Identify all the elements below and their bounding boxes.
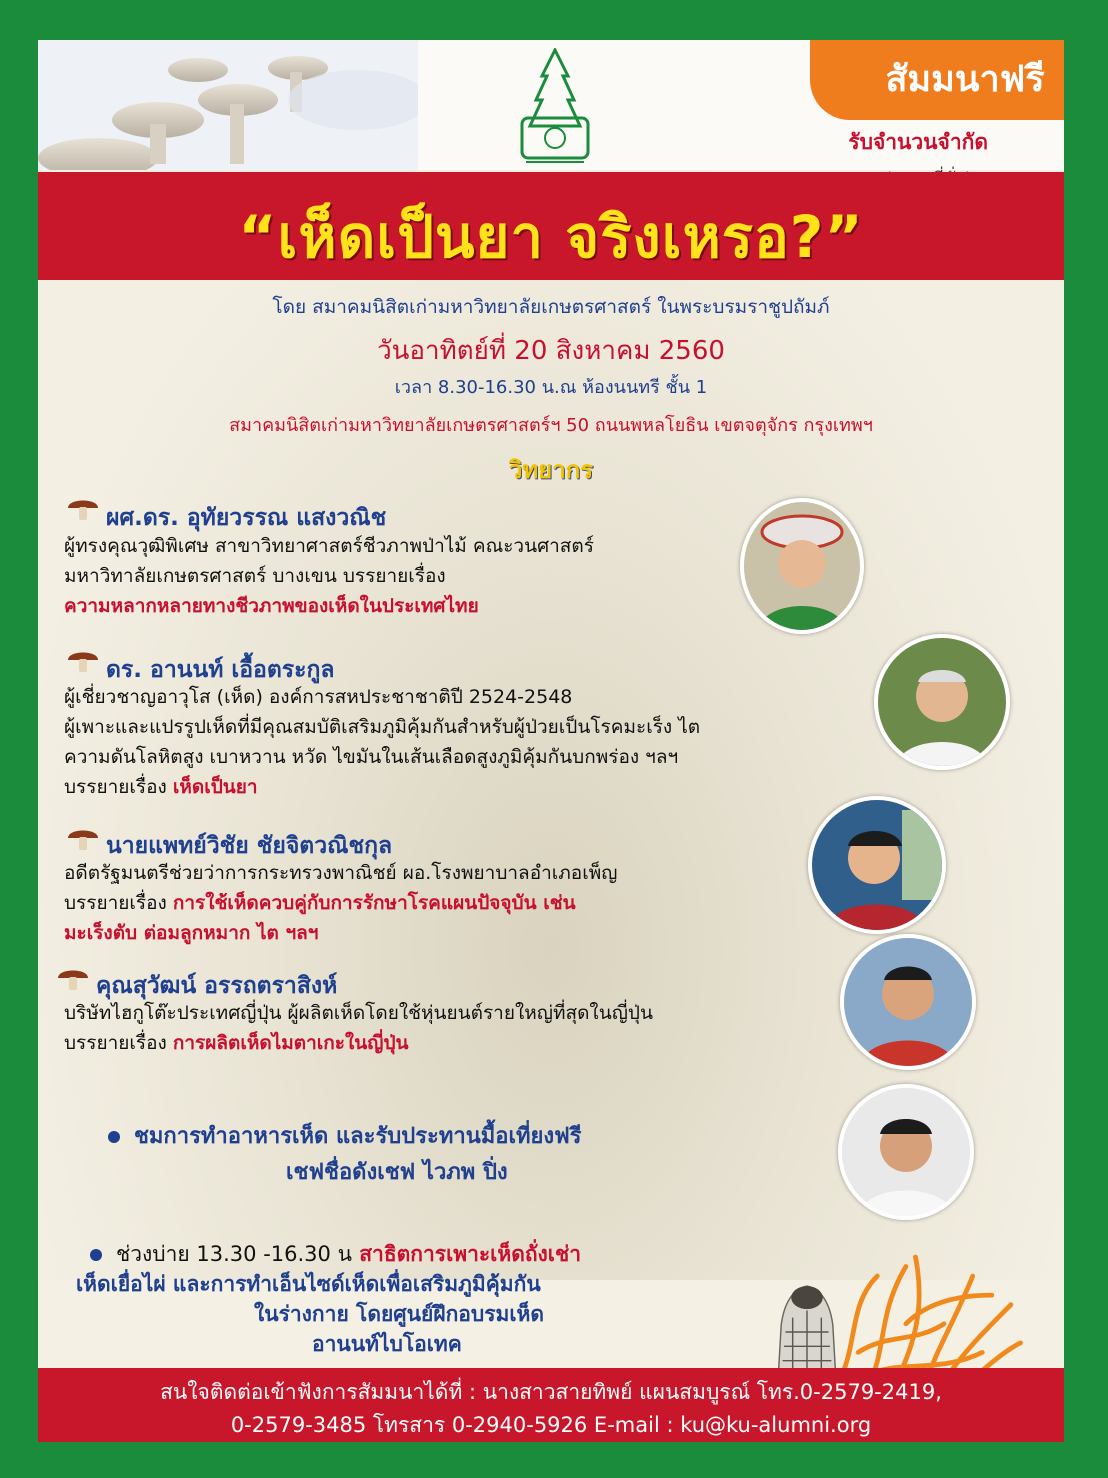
organizer-line: โดย สมาคมนิสิตเก่ามหาวิทยาลัยเกษตรศาสตร์ ในพระบรมราชูปถัมภ์	[272, 296, 830, 318]
speaker-1-name: ผศ.ดร. อุทัยวรรณ แสงวณิช	[106, 505, 387, 531]
event-address: สมาคมนิสิตเก่ามหาวิทยาลัยเกษตรศาสตร์ฯ 50 ถนนพหลโยธิน เขตจตุจักร กรุงเทพฯ	[229, 415, 873, 436]
speaker-4-lead: บรรยายเรื่อง	[64, 1032, 167, 1054]
event-time-place: เวลา 8.30-16.30 น.ณ ห้องนนทรี ชั้น 1	[394, 377, 708, 398]
speaker-3-topic2: มะเร็งตับ ต่อมลูกหมาก ไต ฯลฯ	[64, 922, 319, 944]
speaker-2-topic: เห็ดเป็นยา	[172, 776, 258, 798]
activity-1-line2: เชฟชื่อดังเชฟ ไวภพ ปิ่ง	[286, 1160, 508, 1185]
speaker-2-line3: ความดันโลหิตสูง เบาหวาน หวัด ไขมันในเส้นเลือดสูงภูมิคุ้มกันบกพร่อง ฯลฯ	[64, 746, 679, 768]
speaker-1-line2: มหาวิทาลัยเกษตรศาสตร์ บางเขน บรรยายเรื่อง	[64, 565, 446, 587]
activity-2-line3: ในร่างกาย โดยศูนย์ฝึกอบรมเห็ด	[254, 1302, 545, 1326]
speaker-1-line1: ผู้ทรงคุณวุฒิพิเศษ สาขาวิทยาศาสตร์ชีวภาพป่าไม้ คณะวนศาสตร์	[64, 535, 594, 557]
speaker-3-description	[64, 858, 617, 948]
speaker-4-name: คุณสุวัฒน์ อรรถตราสิงห์	[96, 973, 338, 999]
activity-2-line4: อานนท์ไบโอเทค	[312, 1332, 462, 1356]
badge-label: สัมมนาฟรี	[885, 59, 1045, 100]
mushroom-icon	[66, 824, 100, 852]
mushroom-decoration	[38, 40, 418, 170]
speaker-3-lead: บรรยายเรื่อง	[64, 892, 167, 914]
activity-1-line1	[108, 1118, 582, 1153]
speaker-2-lead: บรรยายเรื่อง	[64, 776, 167, 798]
bullet-icon	[90, 1249, 102, 1261]
speaker-4-topic: การผลิตเห็ดไมตาเกะในญี่ปุ่น	[172, 1032, 409, 1054]
speaker-3-topic: การใช้เห็ดควบคู่กับการรักษาโรคแผนปัจจุบัน เช่น	[172, 892, 576, 914]
speaker-1-photo	[740, 498, 864, 634]
mushroom-icon	[66, 646, 100, 674]
contact-line2: 0-2579-3485 โทรสาร 0-2940-5926 E-mail : ku@ku-alumni.org	[230, 1413, 872, 1437]
speaker-4-photo	[840, 934, 976, 1070]
event-date: วันอาทิตย์ที่ 20 สิงหาคม 2560	[377, 336, 725, 366]
speaker-2-description	[64, 682, 700, 802]
contact-banner	[38, 1368, 1064, 1442]
activity-2-title: สาธิตการเพาะเห็ดถั่งเช่า	[359, 1242, 582, 1266]
speaker-2-line1: ผู้เชี่ยวชาญอาวุโส (เห็ด) องค์การสหประชาชาติปี 2524-2548	[64, 686, 573, 708]
contact-line1: สนใจติดต่อเข้าฟังการสัมมนาได้ที่ : นางสาวสายทิพย์ แผนสมบูรณ์ โทร.0-2579-2419,	[160, 1380, 942, 1404]
speaker-2-photo	[874, 634, 1010, 770]
mushroom-icon	[56, 964, 90, 992]
title-banner	[38, 172, 1064, 280]
association-logo	[516, 48, 594, 166]
speaker-3-line1: อดีตรัฐมนตรีช่วยว่าการกระทรวงพาณิชย์ ผอ.โรงพยาบาลอำเภอเพ็ญ	[64, 862, 618, 884]
chef-photo	[838, 1084, 974, 1220]
mushroom-icon	[66, 494, 100, 522]
speaker-1-description	[64, 531, 594, 621]
activity-2-line1	[90, 1238, 581, 1271]
speakers-heading: วิทยากร	[508, 456, 594, 484]
speaker-4-description	[64, 998, 653, 1058]
speaker-4-line1: บริษัทไฮกูโต๊ะประเทศญี่ปุ่น ผู้ผลิตเห็ดโดยใช้หุ่นยนต์รายใหญ่ที่สุดในญี่ปุ่น	[64, 1002, 653, 1024]
activity-2-lead: ช่วงบ่าย 13.30 -16.30 น	[116, 1242, 352, 1266]
speaker-2-line2: ผู้เพาะและแปรรูปเห็ดที่มีคุณสมบัติเสริมภูมิคุ้มกันสำหรับผู้ป่วยเป็นโรคมะเร็ง ไต	[64, 716, 701, 738]
speaker-2-name: ดร. อานนท์ เอื้อตระกูล	[106, 657, 335, 683]
speaker-3-name: นายแพทย์วิชัย ชัยจิตวณิชกุล	[106, 833, 393, 859]
activity-1-text: ชมการทำอาหารเห็ด และรับประทานมื้อเที่ยงฟรี	[134, 1124, 582, 1149]
seminar-title: “เห็ดเป็นยา จริงเหรอ?”	[238, 203, 864, 271]
free-seminar-badge	[810, 40, 1064, 120]
speaker-3-photo	[808, 796, 946, 934]
limited-seats-label: รับจำนวนจำกัด	[848, 130, 988, 154]
bullet-icon	[108, 1131, 120, 1143]
activity-2-line2: เห็ดเยื่อไผ่ และการทำเอ็นไซด์เห็ดเพื่อเสริมภูมิคุ้มกัน	[76, 1272, 541, 1296]
speaker-1-topic: ความหลากหลายทางชีวภาพของเห็ดในประเทศไทย	[64, 595, 479, 617]
